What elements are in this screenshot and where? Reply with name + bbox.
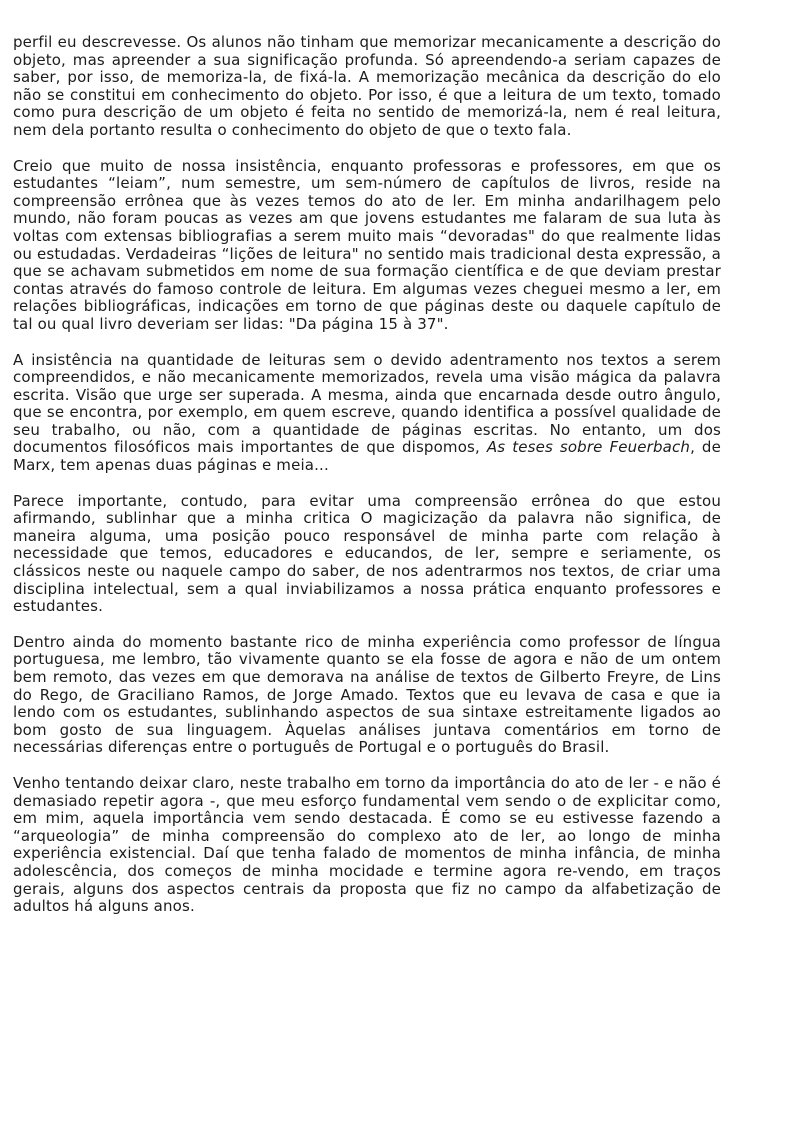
paragraph-2 (13, 158, 721, 334)
document-page (13, 34, 721, 916)
paragraph-4 (13, 493, 721, 616)
paragraph-6 (13, 775, 721, 916)
paragraph-text: , de Marx, tem apenas duas páginas e meia... (13, 438, 721, 475)
paragraph-3 (13, 352, 721, 475)
paragraph-5 (13, 634, 721, 757)
paragraph-text: Venho tentando deixar claro, neste trabalho em torno da importância do ato de ler - e não é demasiado repetir agora -, que meu esforço fundamental vem sendo o de explicitar como, em mim, aquela importância vem sendo destacada. É como se eu estivesse fazendo a “arqueologia” de minha compreensão do complexo ato de ler, ao longo de minha experiência existencial. Daí que tenha falado de momentos de minha infância, de minha adolescência, dos começos de minha mocidade e termine agora re-vendo, em traços gerais, alguns dos aspectos centrais da proposta que fiz no campo da alfabetização de adultos há alguns anos. (13, 773, 721, 916)
paragraph-text: A insistência na quantidade de leituras sem o devido adentramento nos textos a serem compreendidos, e não mecanicamente memorizados, revela uma visão mágica da palavra escrita. Visão que urge ser superada. A mesma, ainda que encarnada desde outro ângulo, que se encontra, por exemplo, em quem escreve, quando identifica a possível qualidade de seu trabalho, ou não, com a quantidade de páginas escritas. No entanto, um dos documentos filosóficos mais importantes de que dispomos, (13, 350, 721, 457)
paragraph-text: perfil eu descrevesse. Os alunos não tinham que memorizar mecanicamente a descrição do objeto, mas apreender a sua significação profunda. Só apreendendo-a seriam capazes de saber, por isso, de memoriza-la, de fixá-la. A memorização mecânica da descrição do elo não se constitui em conhecimento do objeto. Por isso, é que a leitura de um texto, tomado como pura descrição de um objeto é feita no sentido de memorizá-la, nem é real leitura, nem dela portanto resulta o conhecimento do objeto de que o texto fala. (13, 33, 721, 139)
paragraph-text: Dentro ainda do momento bastante rico de minha experiência como professor de língua portuguesa, me lembro, tão vivamente quanto se ela fosse de agora e não de um ontem bem remoto, das vezes em que demorava na análise de textos de Gilberto Freyre, de Lins do Rego, de Graciliano Ramos, de Jorge Amado. Textos que eu levava de casa e que ia lendo com os estudantes, sublinhando aspectos de sua sintaxe estreitamente ligados ao bom gosto de sua linguagem. Àquelas análises juntava comentários em torno de necessárias diferenças entre o português de Portugal e o português do Brasil. (13, 632, 721, 757)
paragraph-text: Creio que muito de nossa insistência, enquanto professoras e professores, em que os estudantes “leiam”, num semestre, um sem-número de capítulos de livros, reside na compreensão errônea que às vezes temos do ato de ler. Em minha andarilhagem pelo mundo, não foram poucas as vezes am que jovens estudantes me falaram de sua luta às voltas com extensas bibliografias a serem muito mais “devoradas" do que realmente lidas ou estudadas. Verdadeiras “lições de leitura" no sentido mais tradicional desta expressão, a que se achavam submetidos em nome de sua formação científica e de que deviam prestar contas através do famoso controle de leitura. Em algumas vezes cheguei mesmo a ler, em relações bibliográficas, indicações em torno de que páginas deste ou daquele capítulo de tal ou qual livro deveriam ser lidas: "Da página 15 à 37". (13, 156, 721, 333)
paragraph-1 (13, 34, 721, 140)
paragraph-text: Parece importante, contudo, para evitar uma compreensão errônea do que estou afirmando, sublinhar que a minha critica O magicização da palavra não significa, de maneira alguma, uma posição pouco responsável de minha parte com relação à necessidade que temos, educadores e educandos, de ler, sempre e seriamente, os clássicos neste ou naquele campo do saber, de nos adentrarmos nos textos, de criar uma disciplina intelectual, sem a qual inviabilizamos a nossa prática enquanto professores e estudantes. (13, 491, 721, 616)
book-title-italic: As teses sobre Feuerbach (486, 438, 691, 457)
